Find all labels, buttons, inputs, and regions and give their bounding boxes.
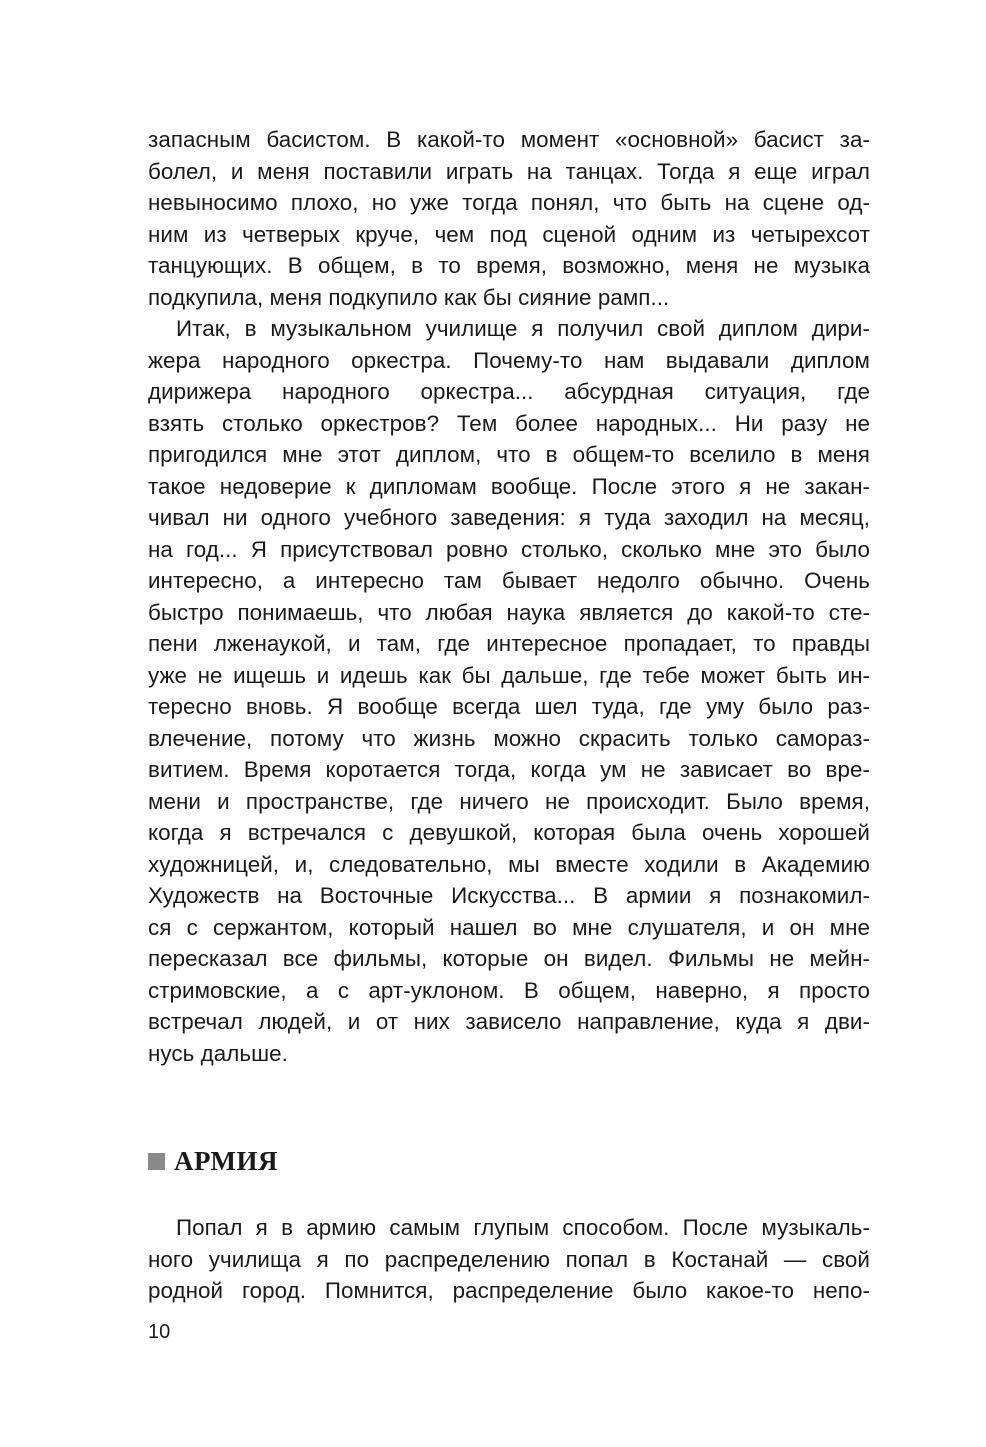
- text-line: витием. Время коротается тогда, когда ум не зависает во вре-: [148, 757, 870, 782]
- text-line: интересно, а интересно там бывает недолго обычно. Очень: [148, 568, 870, 593]
- text-line: взять столько оркестров? Тем более народных... Ни разу не: [148, 410, 870, 436]
- text-line: ся с сержантом, который нашел во мне слушателя, и он мне: [148, 914, 870, 940]
- paragraph-2: [148, 313, 870, 1069]
- text-line: Итак, в музыкальном училище я получил свой диплом дири-: [176, 316, 870, 341]
- text-line: болел, и меня поставили играть на танцах. Тогда я еще играл: [148, 158, 870, 184]
- text-line: пересказал все фильмы, которые он видел. Фильмы не мейн-: [148, 946, 870, 971]
- text-line: невыносимо плохо, но уже тогда понял, что быть на сцене од-: [148, 190, 870, 215]
- main-text-block: [148, 124, 870, 1069]
- text-line: быстро понимаешь, что любая наука является до какой-то сте-: [148, 599, 870, 625]
- text-line: ного училища я по распределению попал в Костанай — свой: [148, 1246, 870, 1272]
- square-bullet-icon: [148, 1153, 165, 1170]
- text-line: чивал ни одного учебного заведения: я туда заходил на месяц,: [148, 505, 870, 530]
- text-line: Художеств на Восточные Искусства... В армии я познакомил-: [148, 883, 870, 908]
- text-line: жера народного оркестра. Почему-то нам выдавали диплом: [148, 347, 870, 373]
- text-line: когда я встречался с девушкой, которая была очень хорошей: [148, 820, 870, 845]
- text-line: пени лженаукой, и там, где интересное пропадает, то правды: [148, 631, 870, 656]
- section-title: АРМИЯ: [174, 1145, 278, 1176]
- text-line: тересно вновь. Я вообще всегда шел туда, где уму было раз-: [148, 694, 870, 719]
- text-line: подкупила, меня подкупило как бы сияние рамп...: [148, 284, 670, 310]
- text-line: стримовские, а с арт-уклоном. В общем, наверно, я просто: [148, 977, 870, 1003]
- section-text-block: [148, 1212, 870, 1307]
- text-line: уже не ищешь и идешь как бы дальше, где тебе может быть ин-: [148, 662, 870, 688]
- text-line: пригодился мне этот диплом, что в общем-то вселило в меня: [148, 442, 870, 467]
- text-line: такое недоверие к дипломам вообще. После этого я не закан-: [148, 473, 870, 499]
- text-line: мени и пространстве, где ничего не происходит. Было время,: [148, 788, 870, 814]
- page-number: 10: [148, 1321, 171, 1343]
- text-line: на год... Я присутствовал ровно столько, сколько мне это было: [148, 536, 870, 562]
- text-line: Попал я в армию самым глупым способом. После музыкаль-: [176, 1215, 870, 1240]
- text-line: нусь дальше.: [148, 1040, 288, 1066]
- text-line: художницей, и, следовательно, мы вместе ходили в Академию: [148, 851, 870, 877]
- paragraph-1: [148, 124, 870, 313]
- text-line: дирижера народного оркестра... абсурдная ситуация, где: [148, 379, 870, 404]
- text-line: влечение, потому что жизнь можно скрасить только самораз-: [148, 725, 870, 751]
- text-line: танцующих. В общем, в то время, возможно, меня не музыка: [148, 253, 870, 278]
- text-line: родной город. Помнится, распределение было какое-то непо-: [148, 1278, 870, 1303]
- section-heading: [148, 1143, 278, 1179]
- text-line: запасным басистом. В какой-то момент «основной» басист за-: [148, 127, 870, 152]
- paragraph-3: [148, 1212, 870, 1307]
- text-line: встречал людей, и от них зависело направление, куда я дви-: [148, 1009, 870, 1034]
- text-line: ним из четверых круче, чем под сценой одним из четырехсот: [148, 221, 870, 247]
